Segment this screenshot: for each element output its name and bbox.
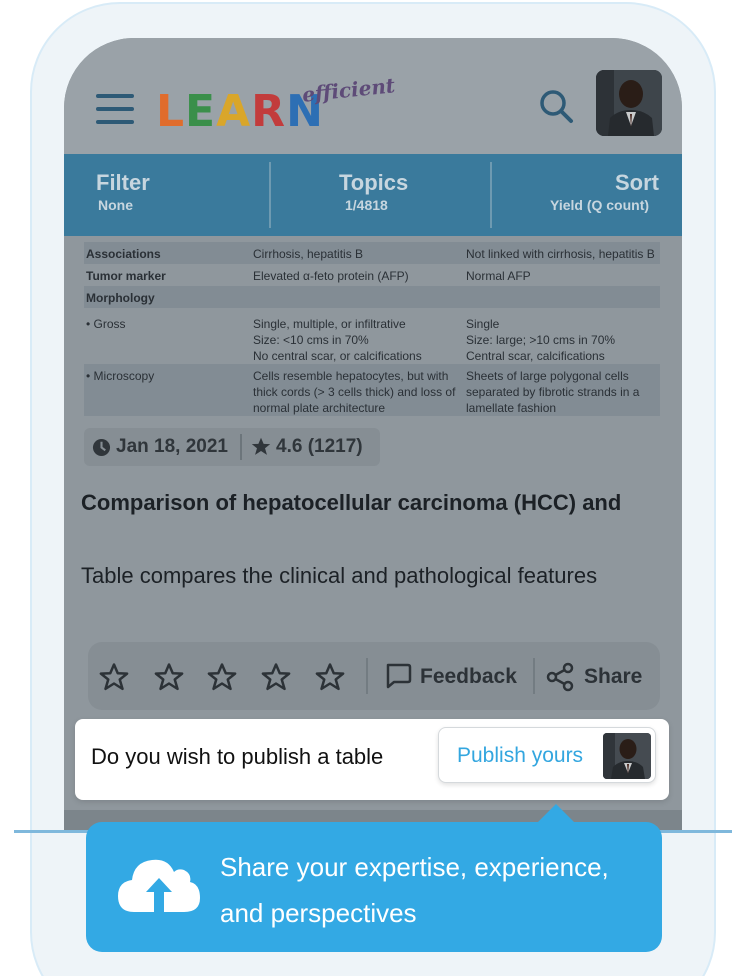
logo-letter: E	[185, 86, 217, 137]
table-cell: Associations	[86, 247, 161, 261]
publish-date: Jan 18, 2021	[116, 436, 228, 457]
share-icon	[546, 662, 574, 692]
table-cell: Single, multiple, or infiltrative Size: <10 cms in 70% No central scar, or calcifications	[253, 317, 422, 363]
clock-icon	[92, 438, 111, 457]
filter-value: None	[98, 197, 133, 213]
share-label: Share	[584, 665, 643, 688]
card-title[interactable]: Comparison of hepatocellular carcinoma (HCC) and	[81, 490, 622, 515]
logo-text	[156, 86, 324, 137]
topics-tab[interactable]	[271, 154, 491, 236]
user-avatar[interactable]	[596, 70, 662, 136]
rate-star-icon[interactable]	[206, 662, 238, 692]
table-cell: Single Size: large; >10 cms in 70% Central scar, calcifications	[466, 317, 616, 363]
action-divider	[533, 658, 535, 694]
logo-letter: N	[286, 86, 324, 137]
share-expertise-banner[interactable]	[86, 822, 662, 952]
logo-letter: A	[216, 86, 252, 137]
table-cell: Morphology	[86, 291, 155, 305]
star-icon	[250, 436, 272, 457]
publish-button-label: Publish yours	[457, 744, 584, 767]
feedback-button[interactable]	[384, 662, 520, 692]
publish-prompt	[75, 719, 669, 800]
publish-question: Do you wish to publish a table	[91, 744, 384, 769]
filter-tab[interactable]	[64, 154, 270, 236]
filter-bar	[64, 154, 682, 236]
sort-tab[interactable]	[492, 154, 682, 236]
table-row	[84, 312, 660, 364]
search-icon[interactable]	[538, 88, 574, 124]
card-description: Table compares the clinical and pathological features	[81, 563, 598, 588]
action-divider	[366, 658, 368, 694]
table-row	[84, 286, 660, 308]
chat-bubble-icon	[384, 662, 412, 690]
app-logo	[156, 73, 406, 138]
rating-value: 4.6 (1217)	[276, 436, 363, 457]
table-row	[84, 364, 660, 416]
share-button[interactable]	[546, 662, 650, 692]
rate-star-icon[interactable]	[314, 662, 346, 692]
phone-screen	[64, 38, 682, 832]
logo-letter: L	[156, 86, 186, 137]
rate-star-icon[interactable]	[153, 662, 185, 692]
feedback-label: Feedback	[420, 665, 517, 688]
table-cell: Elevated α-feto protein (AFP)	[253, 269, 409, 283]
sort-label: Sort	[615, 170, 659, 195]
logo-letter: R	[251, 86, 287, 137]
publisher-avatar	[603, 733, 651, 779]
menu-icon[interactable]	[96, 94, 134, 124]
table-cell: • Microscopy	[86, 369, 155, 383]
table-cell: • Gross	[86, 317, 126, 331]
share-banner-text: Share your expertise, experience, and perspectives	[220, 852, 609, 928]
comparison-table-image[interactable]	[84, 242, 660, 416]
table-row	[84, 264, 660, 286]
table-cell: Tumor marker	[86, 269, 166, 283]
cloud-upload-icon	[116, 852, 202, 916]
rate-star-icon[interactable]	[260, 662, 292, 692]
action-bar	[88, 642, 660, 710]
bubble-pointer	[536, 804, 576, 824]
topics-value: 1/4818	[345, 197, 388, 213]
table-cell: Not linked with cirrhosis, hepatitis B	[466, 247, 655, 261]
publish-yours-button[interactable]	[438, 727, 656, 783]
table-cell: Cells resemble hepatocytes, but with thick cords (> 3 cells thick) and loss of normal plate architecture	[253, 369, 456, 415]
rate-star-icon[interactable]	[98, 662, 130, 692]
table-row	[84, 242, 660, 264]
app-header	[64, 38, 682, 154]
meta-badge	[84, 428, 380, 466]
table-cell: Normal AFP	[466, 269, 531, 283]
filter-label: Filter	[96, 170, 150, 195]
table-cell: Sheets of large polygonal cells separated by fibrotic strands in a lamellate fashion	[466, 369, 640, 415]
topics-label: Topics	[339, 170, 409, 195]
table-cell: Cirrhosis, hepatitis B	[253, 247, 364, 261]
logo-subtext: efficient	[301, 73, 397, 107]
meta-divider	[240, 434, 242, 460]
sort-value: Yield (Q count)	[550, 197, 650, 213]
